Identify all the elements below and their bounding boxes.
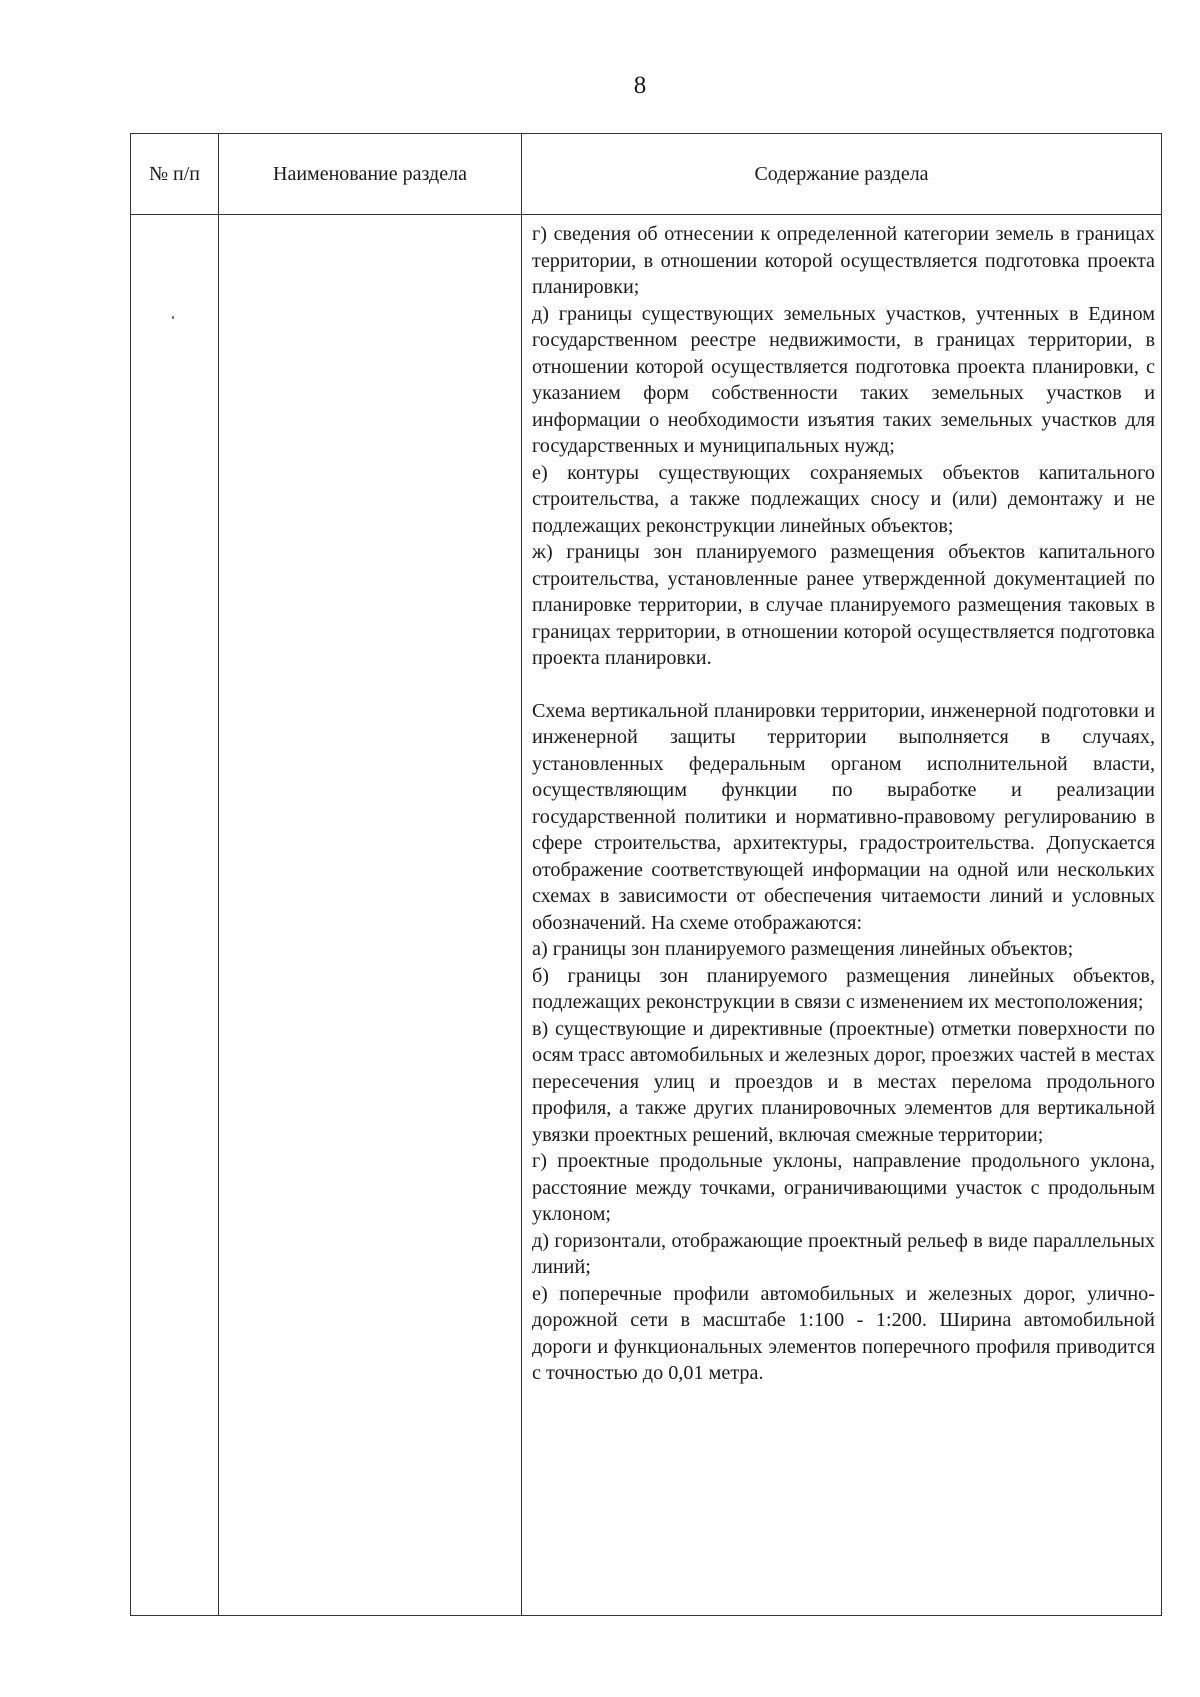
paragraph-scheme-g: г) проектные продольные уклоны, направление продольного уклона, расстояние между точками, ограничивающими участок с продольным уклоном;	[532, 1150, 1155, 1225]
header-num: № п/п	[131, 134, 219, 215]
paragraph-zh: ж) границы зон планируемого размещения объектов капитального строительства, установленные ранее утвержденной документацией по планировке территории, в случае планируемого размещения таковых в границах территории, в отношении которой осуществляется подготовка проекта планировки.	[532, 541, 1155, 669]
paragraph-gap	[532, 672, 1155, 698]
paragraph-e: е) контуры существующих сохраняемых объектов капитального строительства, а также подлежащих сносу и (или) демонтажу и не подлежащих реконструкции линейных объектов;	[532, 461, 1155, 537]
sections-table	[130, 133, 1162, 1616]
paragraph-scheme-v: в) существующие и директивные (проектные) отметки поверхности по осям трасс автомобильных и железных дорог, проезжих частей в местах пересечения улиц и проездов и в местах перелома продольного профиля, а также других планировочных элементов для вертикальной увязки проектных решений, включая смежные территории;	[532, 1017, 1155, 1146]
paragraph-scheme-intro: Схема вертикальной планировки территории, инженерной подготовки и инженерной защиты территории выполняется в случаях, установленных федеральным органом исполнительной власти, осуществляющим функции по выработке и реализации государственной политики и нормативно-правовому регулированию в сфере строительства, архитектуры, градостроительства. Допускается отображение соответствующей информации на одной или нескольких схемах в зависимости от обеспечения читаемости линий и условных обозначений. На схеме отображаются:	[532, 699, 1155, 934]
cell-num	[131, 215, 219, 1616]
table-header-row	[131, 134, 1162, 215]
paragraph-d: д) границы существующих земельных участков, учтенных в Едином государственном реестре недвижимости, в границах территории, в отношении которой осуществляется подготовка проекта планировки, с указанием форм собственности таких земельных участков и информации о необходимости изъятия таких земельных участков для государственных и муниципальных нужд;	[532, 302, 1155, 457]
paragraph-scheme-a: а) границы зон планируемого размещения линейных объектов;	[532, 938, 1074, 960]
header-content: Содержание раздела	[522, 134, 1162, 215]
table-row	[131, 215, 1162, 1616]
header-name: Наименование раздела	[219, 134, 522, 215]
paragraph-scheme-e: е) поперечные профили автомобильных и железных дорог, улично-дорожной сети в масштабе 1:100 - 1:200. Ширина автомобильной дороги и функциональных элементов поперечного профиля приводится с точностью до 0,01 метра.	[532, 1282, 1155, 1384]
cell-name	[219, 215, 522, 1616]
paragraph-scheme-b: б) границы зон планируемого размещения линейных объектов, подлежащих реконструкции в связи с изменением их местоположения;	[532, 964, 1155, 1013]
paragraph-scheme-d: д) горизонтали, отображающие проектный рельеф в виде параллельных линий;	[532, 1229, 1155, 1278]
paragraph-g: г) сведения об отнесении к определенной категории земель в границах территории, в отношении которой осуществляется подготовка проекта планировки;	[532, 223, 1155, 298]
page-number: 8	[633, 72, 647, 99]
cell-content	[522, 215, 1162, 1616]
